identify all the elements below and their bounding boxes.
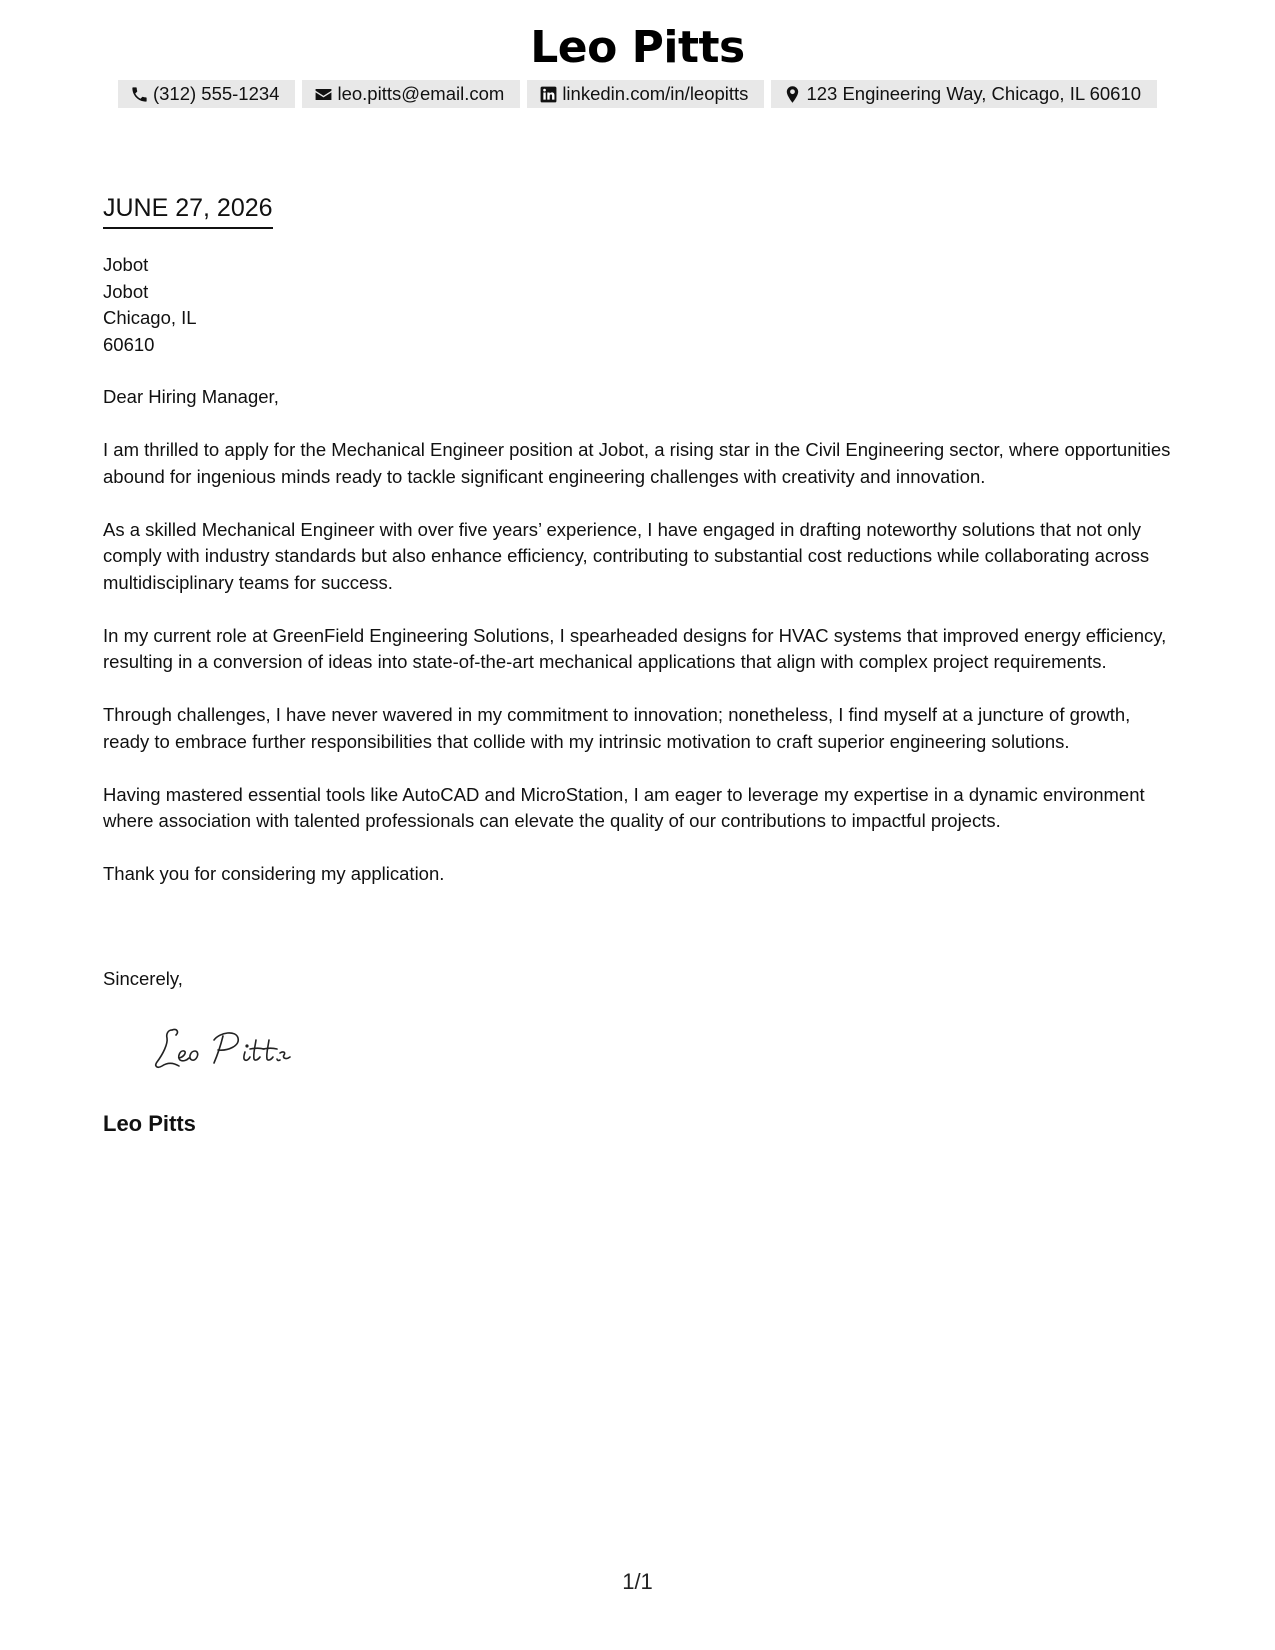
contact-linkedin — [527, 80, 764, 108]
body-paragraph: Through challenges, I have never wavered in my commitment to innovation; nonetheless, I find myself at a juncture of growth, ready to embrace further responsibilities that collide with my intrinsic motivation to craft superior engineering solutions. — [103, 704, 1131, 752]
contact-linkedin-text: linkedin.com/in/leopitts — [562, 83, 749, 104]
contact-email — [302, 80, 520, 108]
envelope-icon — [314, 85, 333, 104]
body-paragraph: I am thrilled to apply for the Mechanical Engineer position at Jobot, a rising star in the Civil Engineering sector, where opportunities abound for ingenious minds ready to tackle significant engineering challenges with creativity and innovation. — [103, 439, 1171, 487]
linkedin-icon — [539, 85, 558, 104]
recipient-line: Chicago, IL — [103, 307, 197, 328]
contact-bar — [0, 80, 1275, 108]
phone-icon — [130, 85, 149, 104]
page-title: Leo Pitts — [530, 22, 745, 73]
body-paragraph: Thank you for considering my application. — [103, 863, 445, 884]
letter-date: JUNE 27, 2026 — [103, 193, 273, 229]
closing: Sincerely, — [103, 968, 183, 989]
contact-address — [771, 80, 1157, 108]
map-pin-icon — [783, 85, 802, 104]
signer-name: Leo Pitts — [103, 1111, 196, 1136]
body-paragraph: As a skilled Mechanical Engineer with over five years’ experience, I have engaged in drafting noteworthy solutions that not only comply with industry standards but also enhance efficiency, contributing to substantial cost reductions while collaborating across multidisciplinary teams for success. — [103, 518, 1150, 593]
contact-phone-text: (312) 555-1234 — [152, 83, 280, 104]
salutation: Dear Hiring Manager, — [103, 386, 279, 407]
recipient-line: Jobot — [103, 254, 149, 275]
contact-address-text: 123 Engineering Way, Chicago, IL 60610 — [806, 83, 1142, 104]
contact-email-text: leo.pitts@email.com — [337, 83, 505, 104]
handwritten-signature — [150, 1020, 320, 1074]
recipient-block — [103, 252, 197, 358]
recipient-line: Jobot — [103, 280, 149, 302]
contact-phone — [118, 80, 296, 108]
page-number: 1/1 — [622, 1569, 653, 1594]
body-paragraph: Having mastered essential tools like AutoCAD and MicroStation, I am eager to leverage my expertise in a dynamic environment where association with talented professionals can elevate the quality of our contributions to impactful projects. — [103, 783, 1145, 831]
body-paragraph: In my current role at GreenField Engineering Solutions, I spearheaded designs for HVAC systems that improved energy efficiency, resulting in a conversion of ideas into state-of-the-art mechanical applications that align with complex project requirements. — [103, 624, 1167, 672]
letter-body — [103, 384, 1173, 914]
recipient-line: 60610 — [103, 333, 155, 355]
